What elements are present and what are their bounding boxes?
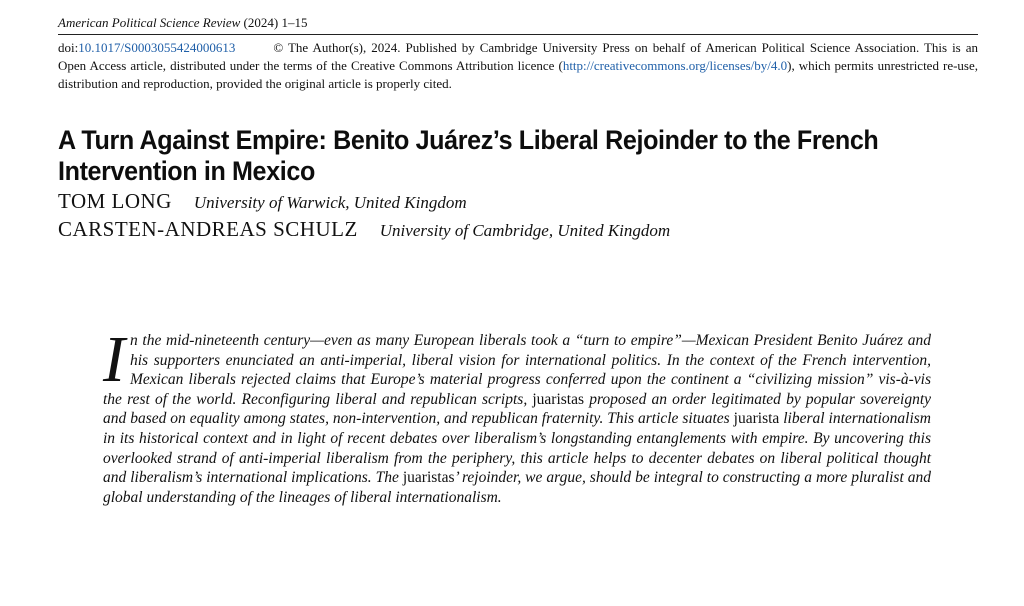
author-affiliation: University of Warwick, United Kingdom <box>193 193 467 212</box>
license-link[interactable]: http://creativecommons.org/licenses/by/4.0 <box>562 58 788 73</box>
license-tail: ), which permits unrestricted re-use, distribution and reproduction, provided the original article is properly cited. <box>58 58 978 91</box>
abstract <box>103 323 932 507</box>
author-name: TOM LONG <box>58 189 172 213</box>
copyright-statement: © The Author(s), 2024. Published by Cambridge University Press on behalf of American Political Science Association. This is an Open Access article, distributed under the terms of the Creative Commons Attribution licence ( <box>58 40 978 73</box>
abstract-term: juaristas <box>532 390 585 408</box>
abstract-drop-cap: I <box>103 323 125 396</box>
journal-header <box>58 14 978 35</box>
abstract-text: n the mid-nineteenth century—even as many European liberals took a “turn to empire”—Mexican President Benito Juárez and his supporters enunciated an anti-imperial, liberal vision for international politics. In the context of the French intervention, Mexican liberals rejected claims that Europe’s material progress conferred upon the continent a “civilizing mission” vis-à-vis the rest of the world. Reconfiguring liberal and republican scripts, <box>103 332 931 408</box>
abstract-text: proposed an order legitimated by popular sovereignty and based on equality among states, non-intervention, and republican fraternity. This article situates <box>103 390 931 428</box>
doi-link[interactable]: 10.1017/S0003055424000613 <box>78 40 236 55</box>
journal-year-pages: (2024) 1–15 <box>243 15 308 30</box>
article-title: A Turn Against Empire: Benito Juárez’s Liberal Rejoinder to the French Intervention in Mexico <box>58 125 879 186</box>
license-notice <box>58 39 978 93</box>
article-first-page <box>58 14 978 244</box>
author-list <box>58 188 978 244</box>
author-affiliation: University of Cambridge, United Kingdom <box>379 221 671 240</box>
abstract-term: juaristas <box>402 469 455 487</box>
author-entry <box>58 216 978 244</box>
abstract-text: liberal internationalism in its historical context and in light of recent debates over liberalism’s longstanding entanglements with empire. By uncovering this overlooked strand of anti-imperial liberalism from the periphery, this article helps to decenter debates on liberal political thought and liberalism’s international implications. The <box>103 410 932 487</box>
abstract-text: ’ rejoinder, we argue, should be integral to constructing a more pluralist and global understanding of the lineages of liberal internationalism. <box>103 469 931 506</box>
abstract-term: juarista <box>733 410 780 428</box>
author-name: CARSTEN-ANDREAS SCHULZ <box>58 217 358 241</box>
doi-prefix: doi: <box>58 40 79 55</box>
journal-name: American Political Science Review <box>58 15 241 30</box>
author-entry <box>58 188 978 216</box>
